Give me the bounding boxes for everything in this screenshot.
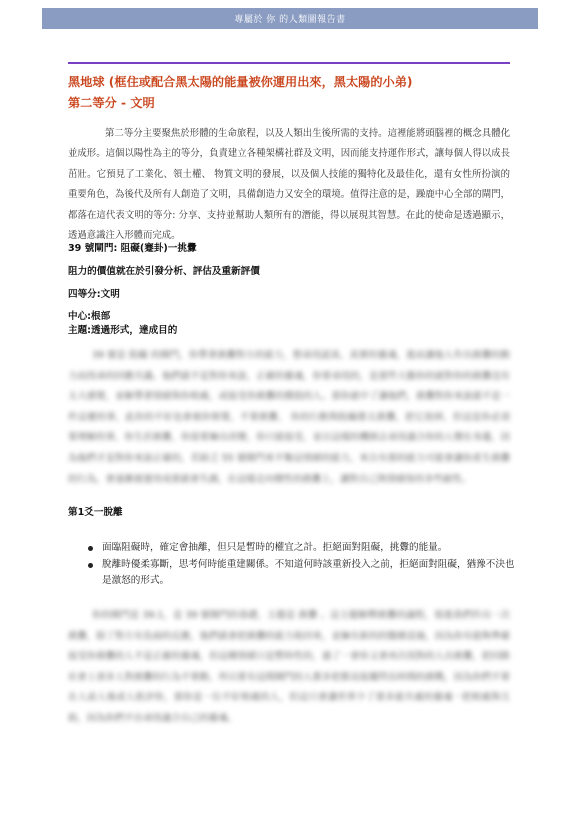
line-title: 第1爻一脫離 — [68, 507, 123, 518]
bullet-item — [88, 557, 518, 589]
gate-center: 中心:根部 — [68, 311, 111, 322]
bullet-item — [88, 540, 518, 556]
gate-name: 39 號閘門: 阻礙(蹇卦)一挑釁 — [68, 243, 197, 254]
blurred-paragraph-1: 39 號是 阻礙 的閘門，你帶著挑釁對方的能力，想尋找認真、真實的靈魂，進而讓他人作出挑釁的動力而找尋的回應共識。他們就不是對你來說，正確的靈魂，你要尋找的，是那些大膽你的就對你的挑釁沒有太大感覺，並解帶著情緒與你相處，或接受你挑釁的價值的人。那你就中了讓他們，挑釁對你來說就不是一件這麼的事，此你的不好也會被你察覺，不要挑釁， 你的行動與阻礙都太挑釁，把它放掉，但這是你必須要理解的事，你生於挑釁，你需要擁出改變，你只能接受，並以這樣的機制去尋找適合你的人變在身邊，因為他們才是對你來說正確的，若缺乏 55 號閘門來平衡這情緒的能力，來自有那的能力可能會讓你產生挑釁的行為，會逐漸被運用成那就會失調，在這樣走向變性的挑釁上，讓對自己與情緒保持多些耐性。 — [68, 350, 510, 485]
gate-value: 阻力的價值就在於引發分析、評估及重新評價 — [68, 266, 260, 277]
section-title — [68, 72, 518, 114]
bullet-dot-icon — [88, 546, 93, 551]
section-divider — [68, 62, 510, 64]
blurred-paragraph-2: 你的閘門是 39.1，是 39 號閘門的基礎，主題是 挑釁 。這主題解釋挑釁的議程，寫進我們作出一次挑釁，除了對方有負面的反應，他們就會把挑釁的能力收回來，並擁有新的的醫療設施，因為你有能夠準確接受你挑釁的人不是正確的靈魂，但這種情緒只是暫時性的，過了一會你又會再次找對的人出挑釁，把回路社會上部多人對挑釁的行為不要動，所以要有這間閘門的人都多把都直接擺閃長時間的挑戰，因為你們不要在人前人後或人批評你，那你是一位不好相處的人，但這只會讓世界少了那多能共處的靈魂一把相處與互助，因為你們不出尋找適合自己的靈魂。 — [68, 610, 510, 724]
title-line-2: 第二等分 - 文明 — [68, 96, 155, 110]
gate-theme: 主題:透過形式，達成目的 — [68, 325, 178, 336]
bullet-text: 面臨阻礙時，確定會抽離，但只是暫時的權宜之計。拒絕面對阻礙，挑釁的能量。 — [102, 542, 448, 553]
title-line-1: 黑地球 (框住或配合黑太陽的能量被你運用出來，黑太陽的小弟) — [68, 75, 413, 89]
bullet-text: 脫離時優柔寡斷，思考何時能重建關係。不知道何時該重新投入之前，拒絕面對阻礙，猶豫不決也是激怒的形式。 — [102, 559, 515, 586]
gate-quarter: 四等分:文明 — [68, 289, 120, 300]
bullet-dot-icon — [88, 563, 93, 568]
report-header-text: 專屬於 你 的人類圖報告書 — [234, 15, 346, 25]
report-header-bar — [42, 8, 538, 29]
line-bullet-list — [88, 540, 518, 590]
intro-paragraph: 第二等分主要聚焦於形體的生命旅程，以及人類出生後所需的支持。這裡能將頭腦裡的概念具體化並成形。這個以陽性為主的等分，負責建立各種架構社群及文明，因而能支持運作形式，讓每個人得以成長茁壯。它預見了工業化、領土權、 物質文明的發展，以及個人技能的獨特化及最佳化，還有女性所扮演的重要角色，為後代及所有人創造了文明，具備創造力又安全的環境。值得注意的是，躁鹿中心全部的閘門，都落在這代表文明的等分: 分享、支持並幫助人類所有的潛能，得以展現其智慧。在此的使命是透過顯示，透過意識注入形體而完成。 — [68, 128, 510, 242]
